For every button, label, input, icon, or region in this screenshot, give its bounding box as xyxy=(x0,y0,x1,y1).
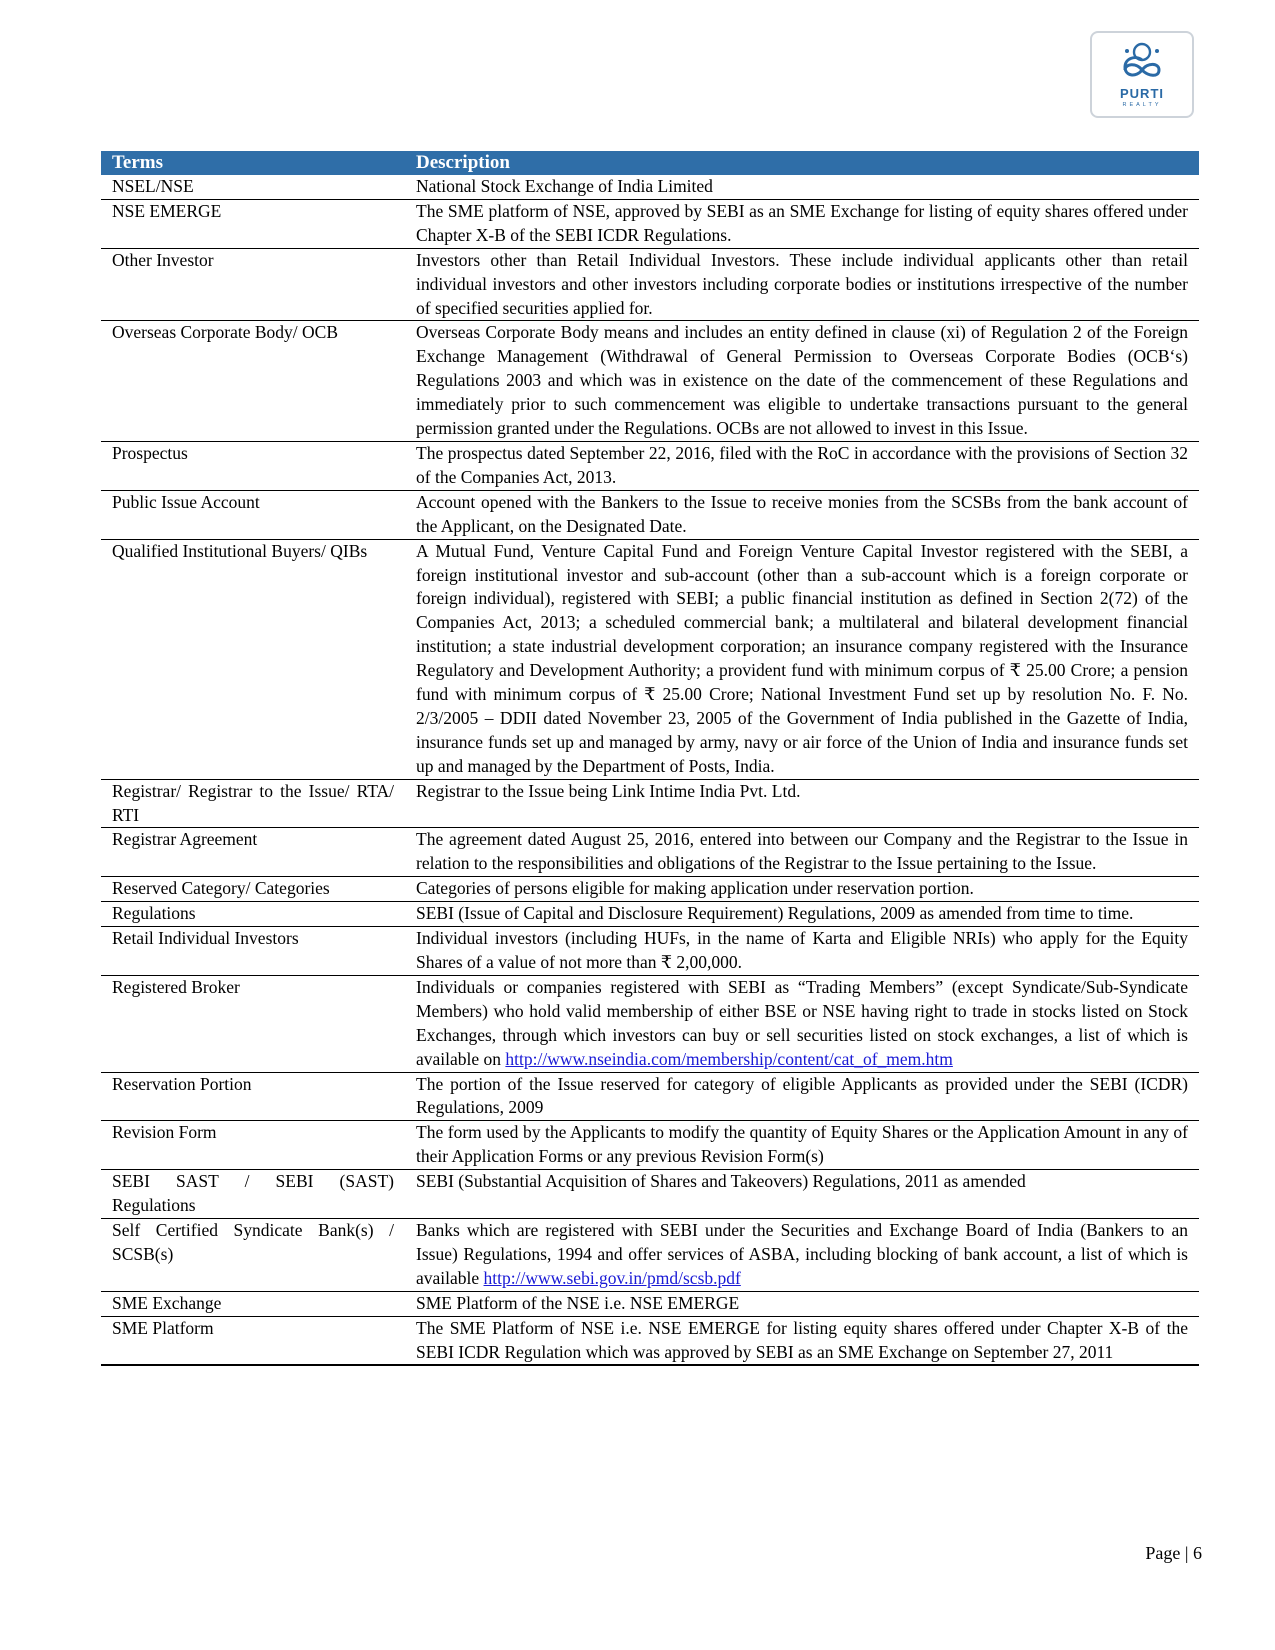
description-cell xyxy=(405,975,1199,1072)
term-cell: Overseas Corporate Body/ OCB xyxy=(101,321,405,442)
header-terms: Terms xyxy=(101,151,405,175)
description-cell: SEBI (Issue of Capital and Disclosure Requirement) Regulations, 2009 as amended from time to time. xyxy=(405,902,1199,927)
table-row xyxy=(101,490,1199,539)
description-cell: SME Platform of the NSE i.e. NSE EMERGE xyxy=(405,1291,1199,1316)
logo-sub-text: REALTY xyxy=(1122,102,1162,108)
table-row xyxy=(101,902,1199,927)
company-logo xyxy=(1090,31,1194,118)
term-cell: NSE EMERGE xyxy=(101,199,405,248)
term-cell: SME Exchange xyxy=(101,1291,405,1316)
definitions-table xyxy=(101,151,1199,1366)
description-cell: The form used by the Applicants to modify the quantity of Equity Shares or the Application Amount in any of their Application Forms or any previous Revision Form(s) xyxy=(405,1121,1199,1170)
description-cell: The portion of the Issue reserved for category of eligible Applicants as provided under the SEBI (ICDR) Regulations, 2009 xyxy=(405,1072,1199,1121)
term-cell: Qualified Institutional Buyers/ QIBs xyxy=(101,539,405,779)
term-cell: NSEL/NSE xyxy=(101,175,405,199)
table-row xyxy=(101,779,1199,828)
table-row xyxy=(101,1170,1199,1219)
nse-members-link[interactable]: http://www.nseindia.com/membership/content/cat_of_mem.htm xyxy=(505,1048,953,1069)
table-row xyxy=(101,975,1199,1072)
description-cell: A Mutual Fund, Venture Capital Fund and Foreign Venture Capital Investor registered with the SEBI, a foreign institutional investor and sub-account (other than a sub-account which is a foreign corporate or foreign individual), registered with SEBI; a public financial institution as defined in Section 2(72) of the Companies Act, 2013; a scheduled commercial bank; a multilateral and bilateral development financial institution; a state industrial development corporation; an insurance company registered with the Insurance Regulatory and Development Authority; a provident fund with minimum corpus of ₹ 25.00 Crore; a pension fund with minimum corpus of ₹ 25.00 Crore; National Investment Fund set up by resolution No. F. No. 2/3/2005 – DDII dated November 23, 2005 of the Government of India published in the Gazette of India, insurance funds set up and managed by army, navy or air force of the Union of India and insurance funds set up and managed by the Department of Posts, India. xyxy=(405,539,1199,779)
table-row xyxy=(101,199,1199,248)
table-row xyxy=(101,1316,1199,1365)
term-cell: SEBI SAST / SEBI (SAST) Regulations xyxy=(101,1170,405,1219)
term-cell: Revision Form xyxy=(101,1121,405,1170)
table-header-row xyxy=(101,151,1199,175)
page-number: Page | 6 xyxy=(1145,1543,1202,1563)
description-text: Banks which are registered with SEBI under the Securities and Exchange Board of India (Bankers to an Issue) Regulations, 1994 and offer services of ASBA, including blocking of bank account, a list of which is available xyxy=(416,1219,1188,1288)
description-cell: Individual investors (including HUFs, in the name of Karta and Eligible NRIs) who apply for the Equity Shares of a value of not more than ₹ 2,00,000. xyxy=(405,927,1199,976)
description-cell xyxy=(405,1218,1199,1291)
table-row xyxy=(101,248,1199,321)
table-row xyxy=(101,321,1199,442)
description-cell: Categories of persons eligible for making application under reservation portion. xyxy=(405,877,1199,902)
term-cell: Other Investor xyxy=(101,248,405,321)
purti-logo-icon xyxy=(1118,39,1166,85)
scsb-list-link[interactable]: http://www.sebi.gov.in/pmd/scsb.pdf xyxy=(483,1267,741,1288)
description-cell: The SME platform of NSE, approved by SEBI as an SME Exchange for listing of equity shares offered under Chapter X-B of the SEBI ICDR Regulations. xyxy=(405,199,1199,248)
term-cell: Self Certified Syndicate Bank(s) / SCSB(s) xyxy=(101,1218,405,1291)
table-row xyxy=(101,1291,1199,1316)
term-cell: Registered Broker xyxy=(101,975,405,1072)
table-row xyxy=(101,539,1199,779)
term-cell: SME Platform xyxy=(101,1316,405,1365)
description-cell: Investors other than Retail Individual Investors. These include individual applicants other than retail individual investors and other investors including corporate bodies or institutions irrespective of the number of specified securities applied for. xyxy=(405,248,1199,321)
table-row xyxy=(101,175,1199,199)
term-cell: Registrar/ Registrar to the Issue/ RTA/ RTI xyxy=(101,779,405,828)
table-row xyxy=(101,1218,1199,1291)
description-cell: Overseas Corporate Body means and includes an entity defined in clause (xi) of Regulation 2 of the Foreign Exchange Management (Withdrawal of General Permission to Overseas Corporate Bodies (OCB‘s) Regulations 2003 and which was in existence on the date of the commencement of these Regulations and immediately prior to such commencement was eligible to undertake transactions pursuant to the general permission granted under the Regulations. OCBs are not allowed to invest in this Issue. xyxy=(405,321,1199,442)
term-cell: Reserved Category/ Categories xyxy=(101,877,405,902)
term-cell: Regulations xyxy=(101,902,405,927)
description-text: Individuals or companies registered with SEBI as “Trading Members” (except Syndicate/Sub-Syndicate Members) who hold valid membership of either BSE or NSE having right to trade in stocks listed on Stock Exchanges, through which investors can buy or sell securities listed on stock exchanges, a list of which is available on xyxy=(416,976,1188,1069)
table-row xyxy=(101,877,1199,902)
term-cell: Reservation Portion xyxy=(101,1072,405,1121)
term-cell: Retail Individual Investors xyxy=(101,927,405,976)
table-row xyxy=(101,1072,1199,1121)
logo-brand-text: PURTI xyxy=(1120,86,1164,101)
header-description: Description xyxy=(405,151,1199,175)
term-cell: Registrar Agreement xyxy=(101,828,405,877)
table-row xyxy=(101,441,1199,490)
description-cell: The agreement dated August 25, 2016, entered into between our Company and the Registrar to the Issue in relation to the responsibilities and obligations of the Registrar to the Issue pertaining to the Issue. xyxy=(405,828,1199,877)
term-cell: Prospectus xyxy=(101,441,405,490)
description-cell: SEBI (Substantial Acquisition of Shares and Takeovers) Regulations, 2011 as amended xyxy=(405,1170,1199,1219)
table-row xyxy=(101,1121,1199,1170)
description-cell: National Stock Exchange of India Limited xyxy=(405,175,1199,199)
description-cell: The prospectus dated September 22, 2016, filed with the RoC in accordance with the provisions of Section 32 of the Companies Act, 2013. xyxy=(405,441,1199,490)
description-cell: Account opened with the Bankers to the Issue to receive monies from the SCSBs from the bank account of the Applicant, on the Designated Date. xyxy=(405,490,1199,539)
table-row xyxy=(101,828,1199,877)
description-cell: Registrar to the Issue being Link Intime India Pvt. Ltd. xyxy=(405,779,1199,828)
description-cell: The SME Platform of NSE i.e. NSE EMERGE for listing equity shares offered under Chapter X-B of the SEBI ICDR Regulation which was approved by SEBI as an SME Exchange on September 27, 2011 xyxy=(405,1316,1199,1365)
term-cell: Public Issue Account xyxy=(101,490,405,539)
table-row xyxy=(101,927,1199,976)
